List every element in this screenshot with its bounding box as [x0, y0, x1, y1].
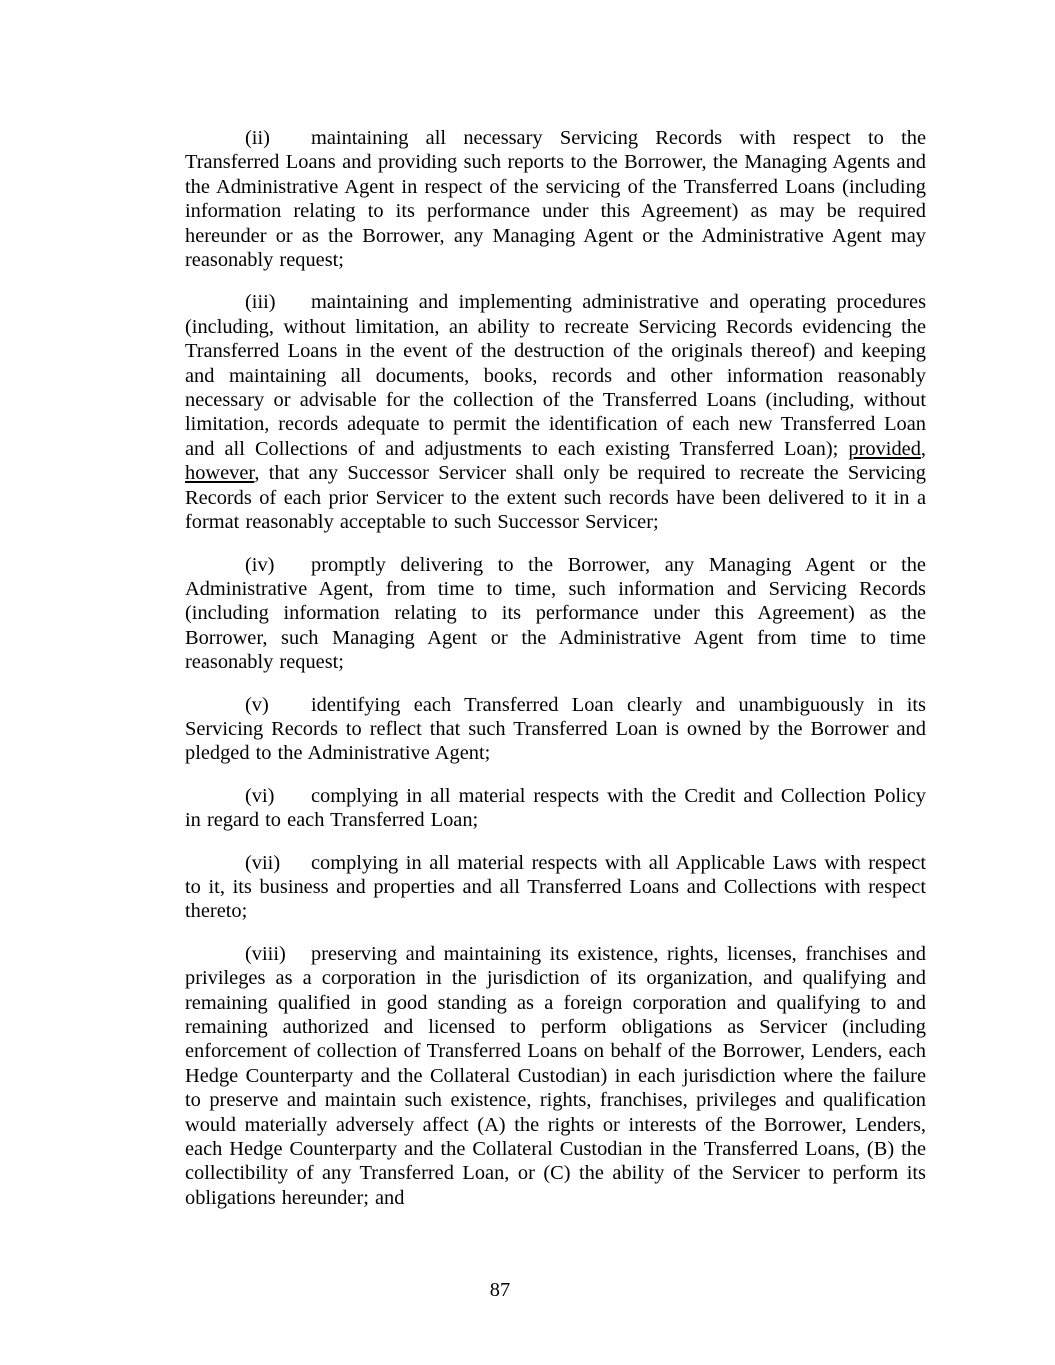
clause-v-number: (v) — [245, 693, 269, 716]
clause-vi-text: complying in all material respects with the Credit and Collection Policy in regard to each Transferred Loan; — [185, 784, 926, 832]
page-body-text — [185, 126, 926, 1228]
clause-iv-number: (iv) — [245, 553, 275, 576]
clause-viii-number: (viii) — [245, 942, 286, 965]
clause-iii — [185, 290, 926, 534]
clause-vii-number: (vii) — [245, 851, 281, 874]
clause-v-text: identifying each Transferred Loan clearly and unambiguously in its Servicing Records to reflect that such Transferred Loan is owned by the Borrower and pledged to the Administrative Agent; — [185, 693, 926, 765]
page-number: 87 — [489, 1279, 511, 1301]
clause-viii-text: preserving and maintaining its existence, rights, licenses, franchises and privileges as a corporation in the jurisdiction of its organization, and qualifying and remaining qualified in good standing as a foreign corporation and qualifying to and remaining authorized and licensed to perform obligations as Servicer (including enforcement of collection of Transferred Loans on behalf of the Borrower, Lenders, each Hedge Counterparty and the Collateral Custodian) in each jurisdiction where the failure to preserve and maintain such existence, rights, franchises, privileges and qualification would materially adversely affect (A) the rights or interests of the Borrower, Lenders, each Hedge Counterparty and the Collateral Custodian in the Transferred Loans, (B) the collectibility of any Transferred Loan, or (C) the ability of the Servicer to perform its obligations hereunder; and — [185, 942, 926, 1209]
clause-vii-text: complying in all material respects with all Applicable Laws with respect to it, its business and properties and all Transferred Loans and Collections with respect thereto; — [185, 851, 926, 923]
clause-iv — [185, 553, 926, 675]
clause-viii — [185, 942, 926, 1210]
clause-vii — [185, 851, 926, 924]
clause-iii-number: (iii) — [245, 291, 276, 314]
clause-ii-number: (ii) — [245, 127, 270, 149]
clause-iii-text-post: , that any Successor Servicer shall only be required to recreate the Servicing Records of each prior Servicer to the extent such records have been delivered to it in a format reasonably acceptable to such Successor Servicer; — [185, 462, 926, 534]
clause-ii-text: maintaining all necessary Servicing Records with respect to the Transferred Loans and providing such reports to the Borrower, the Managing Agents and the Administrative Agent in respect of the servicing of the Transferred Loans (including information relating to its performance under this Agreement) as may be required hereunder or as the Borrower, any Managing Agent or the Administrative Agent may reasonably request; — [185, 127, 926, 272]
clause-iii-underline-however: however — [185, 462, 255, 485]
clause-vi — [185, 784, 926, 833]
clause-iii-underline-provided: provided — [848, 437, 921, 460]
clause-iii-text-mid: , — [920, 437, 926, 460]
clause-vi-number: (vi) — [245, 784, 275, 807]
clause-iii-text-pre: maintaining and implementing administrative and operating procedures (including, without limitation, an ability to recreate Servicing Records evidencing the Transferred Loans in the event of the destruction of the originals thereof) and keeping and maintaining all documents, books, records and other information reasonably necessary or advisable for the collection of the Transferred Loans (including, without limitation, records adequate to permit the identification of each new Transferred Loan and all Collections of and adjustments to each existing Transferred Loan); — [185, 291, 926, 460]
clause-ii — [185, 126, 926, 272]
clause-v — [185, 693, 926, 766]
clause-iv-text: promptly delivering to the Borrower, any Managing Agent or the Administrative Agent, from time to time, such information and Servicing Records (including information relating to its performance under this Agreement) as the Borrower, such Managing Agent or the Administrative Agent from time to time reasonably request; — [185, 553, 926, 674]
